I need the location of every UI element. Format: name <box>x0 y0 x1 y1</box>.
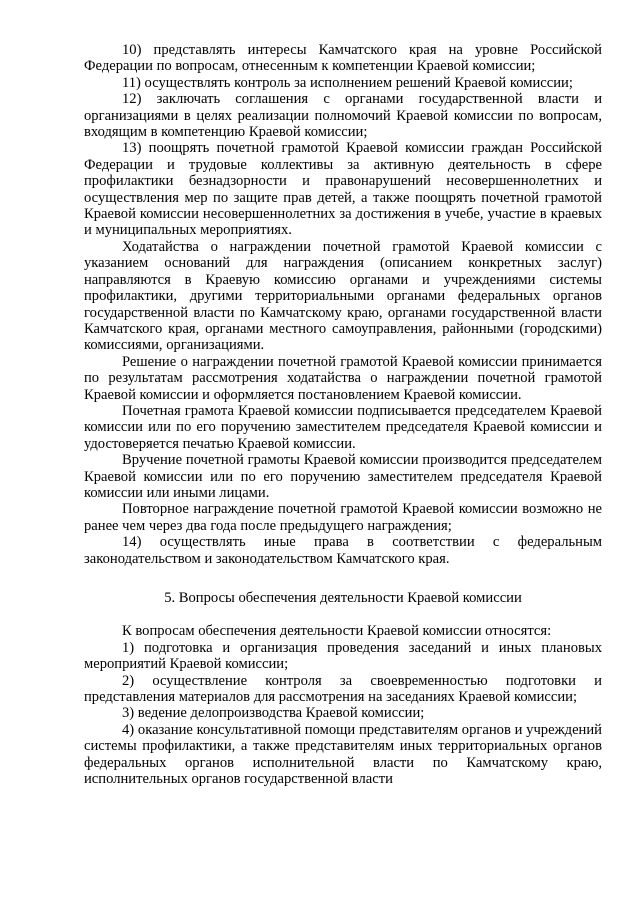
paragraph-decision: Решение о награждении почетной грамотой Краевой комиссии принимается по результатам рассмотрения ходатайства о награждении почетной грамотой Краевой комиссии и оформляется постановлением Краевой комиссии. <box>84 353 602 403</box>
paragraph-support-item-1: 1) подготовка и организация проведения заседаний и иных плановых мероприятий Краевой комиссии; <box>84 639 602 673</box>
paragraph-petitions: Ходатайства о награждении почетной грамотой Краевой комиссии с указанием оснований для награждения (описанием конкретных заслуг) направляются в Краевую комиссию органами и учреждениями системы профилактики, другими территориальными органами федеральных органов государственной власти по Камчатскому краю, органами государственной власти Камчатского края, органами местного самоуправления, районными (городскими) комиссиями, организациями. <box>84 238 602 354</box>
paragraph-item-14: 14) осуществлять иные права в соответствии с федеральным законодательством и законодательством Камчатского края. <box>84 534 602 567</box>
paragraph-signing: Почетная грамота Краевой комиссии подписывается председателем Краевой комиссии или по его поручению заместителем председателя Краевой комиссии и удостоверяется печатью Краевой комиссии. <box>84 402 602 452</box>
paragraph-repeat-award: Повторное награждение почетной грамотой Краевой комиссии возможно не ранее чем через два года после предыдущего награждения; <box>84 501 602 534</box>
paragraph-presentation: Вручение почетной грамоты Краевой комиссии производится председателем Краевой комиссии или по его поручению заместителем председателя Краевой комиссии или иными лицами. <box>84 452 602 501</box>
paragraph-support-item-3: 3) ведение делопроизводства Краевой комиссии; <box>122 705 425 722</box>
paragraph-support-item-2: 2) осуществление контроля за своевременностью подготовки и представления материалов для рассмотрения на заседаниях Краевой комиссии; <box>84 672 602 706</box>
paragraph-item-11: 11) осуществлять контроль за исполнением решений Краевой комиссии; <box>122 74 573 91</box>
section-heading: 5. Вопросы обеспечения деятельности Краевой комиссии <box>164 590 522 606</box>
paragraph-item-10: 10) представлять интересы Камчатского края на уровне Российской Федерации по вопросам, отнесенным к компетенции Краевой комиссии; <box>84 42 602 75</box>
paragraph-support-intro: К вопросам обеспечения деятельности Краевой комиссии относятся: <box>122 623 552 640</box>
paragraph-item-12: 12) заключать соглашения с органами государственной власти и организациями в целях реализации полномочий Краевой комиссии по вопросам, входящим в компетенцию Краевой комиссии; <box>84 91 602 141</box>
document-page <box>84 42 602 787</box>
paragraph-item-13: 13) поощрять почетной грамотой Краевой комиссии граждан Российской Федерации и трудовые коллективы за активную деятельность в сфере профилактики безнадзорности и правонарушений несовершеннолетних и осуществления мер по защите прав детей, а также поощрять почетной грамотой Краевой комиссии несовершеннолетних за достижения в учебе, участие в краевых и муниципальных мероприятиях. <box>84 140 602 239</box>
paragraph-support-item-4: 4) оказание консультативной помощи представителям органов и учреждений системы профилактики, а также представителям иных территориальных органов федеральных органов исполнительной власти по Камчатскому краю, исполнительных органов государственной власти <box>84 721 602 788</box>
